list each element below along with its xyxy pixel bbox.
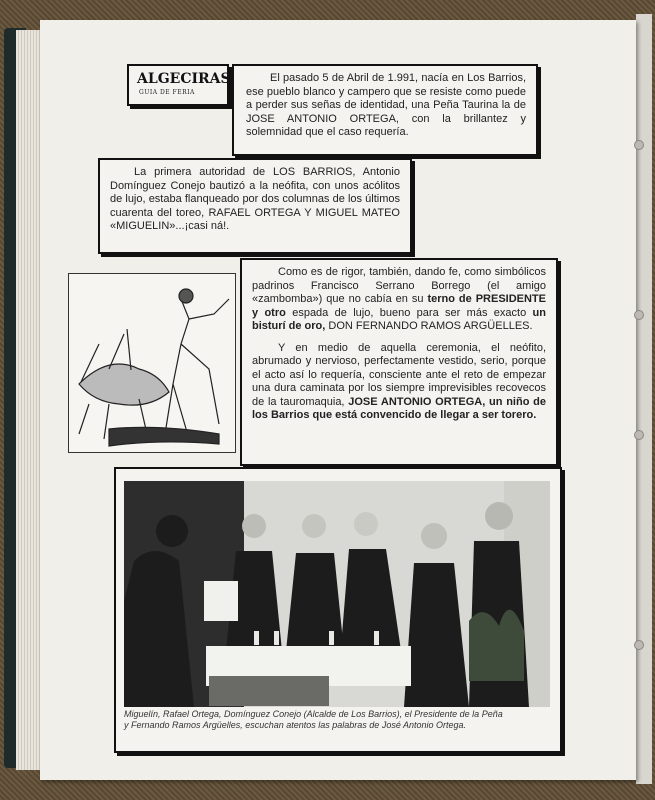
ceremony-text (252, 266, 546, 431)
sponsors-bold-d: un bisturí de oro, (252, 306, 546, 332)
sponsors-text-c: espada de lujo, bueno para ser más exacto (285, 306, 533, 319)
sponsors-text-e: DON FERNANDO RAMOS ARGÜELLES. (325, 320, 533, 332)
binding-hole (634, 140, 644, 150)
sponsors-text-a: Como es de rigor, también, dando fe, como simbólicos padrinos Francisco Serrano Borrego (el amigo «zambomba») que no cabía en su (252, 266, 546, 305)
paragraph-neophyte (252, 342, 546, 423)
bullfighter-sketch (68, 273, 236, 453)
neophyte-bold: JOSE ANTONIO ORTEGA, un niño de los Barrios que está convencido de llegar a ser torero. (252, 395, 547, 421)
clipping-ceremony (240, 258, 558, 466)
paragraph-authority: La primera autoridad de LOS BARRIOS, Antonio Domínguez Conejo bautizó a la neófita, con unos acólitos de lujo, estaba flanqueado por dos columnas de los últimos cuarenta del toreo, RAFAEL ORTEGA Y MIGUEL MATEO «MIGUELIN»...¡casi ná!. (110, 166, 400, 232)
logo-subtitle: GUIA DE FERIA (139, 89, 195, 96)
photo-clipping (114, 467, 562, 753)
neophyte-text: Y en medio de aquella ceremonia, el neófito, abrumado y nervioso, perfectamente vestido, serio, porque el acto así lo requería, consciente ante el reto de empezar una dura caminata por los siempre imprevisibles recovecos de la tauromaquia, (252, 341, 546, 408)
paragraph-sponsors (252, 266, 546, 334)
clipping-intro (232, 64, 538, 156)
sponsors-bold-a: terno de PRESIDENTE y otro (252, 293, 546, 319)
paragraph-intro: El pasado 5 de Abril de 1.991, nacía en Los Barrios, ese pueblo blanco y campero que se resiste como puede a perder sus señas de identidad, una Peña Taurina la de JOSE ANTONIO ORTEGA, con la brillantez y solemnidad que el caso requería. (246, 72, 526, 138)
clipping-authority (98, 158, 412, 254)
next-page-edge (636, 14, 652, 784)
logo-title: ALGECIRAS (137, 71, 231, 87)
binding-hole (634, 430, 644, 440)
bullfighter-illustration (69, 274, 235, 452)
newspaper-logo (127, 64, 229, 106)
caption-line-1: Miguelín, Rafael Ortega, Domínguez Conejo (Alcalde de Los Barrios), el Presidente de la Peña (124, 709, 503, 719)
group-photo (124, 481, 550, 707)
binding-hole (634, 310, 644, 320)
photo-caption (124, 709, 552, 731)
caption-line-2: y Fernando Ramos Argüelles, escuchan atentos las palabras de José Antonio Ortega. (124, 720, 467, 730)
binding-hole (634, 640, 644, 650)
group-photo-image (124, 481, 550, 707)
